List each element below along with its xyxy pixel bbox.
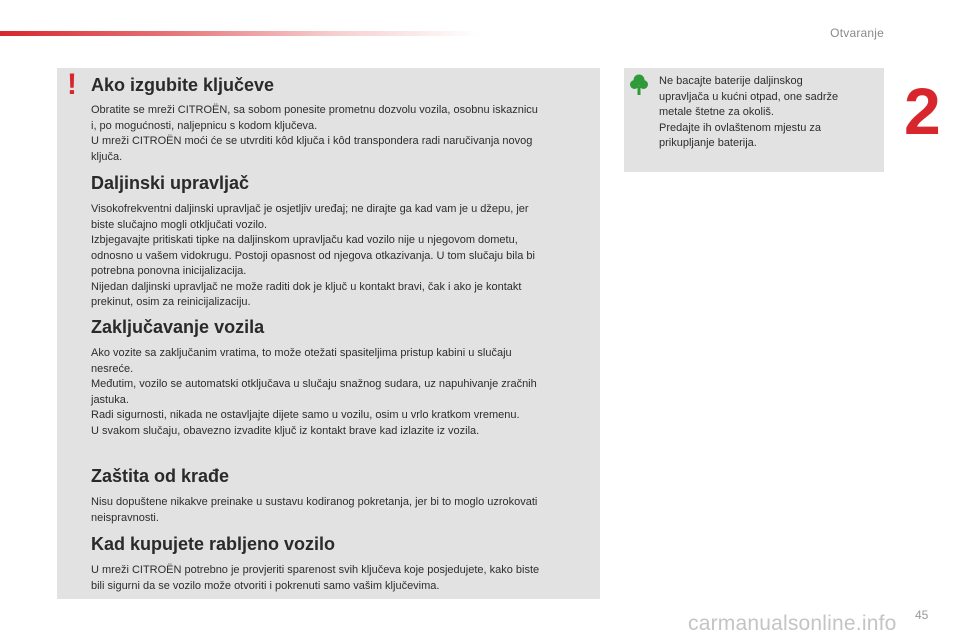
chapter-number: 2: [904, 74, 941, 148]
text-line: metale štetne za okoliš.: [659, 106, 774, 118]
exclamation-icon: !: [67, 68, 77, 101]
section-lost-keys: [91, 74, 593, 165]
text-line: Predajte ih ovlaštenom mjestu za: [659, 121, 822, 134]
section-title: Ako izgubite ključeve: [91, 75, 275, 95]
section-body: [91, 202, 593, 311]
section-remote-control: [91, 172, 593, 311]
text-line: Nisu dopuštene nikakve preinake u sustavu kodiranog pokretanja, jer bi to moglo uzrokovati: [91, 496, 538, 508]
text-line: jastuka.: [91, 393, 129, 406]
text-line: Izbjegavajte pritiskati tipke na daljinskom upravljaču kad vozilo nije u njegovom dometu,: [91, 234, 518, 246]
text-line: Međutim, vozilo se automatski otključava u slučaju snažnog sudara, uz napuhivanje zračnih: [91, 378, 537, 390]
text-line: Ako vozite sa zaključanim vratima, to može otežati spasiteljima pristup kabini u slučaju: [91, 347, 512, 359]
text-line: prikupljanje baterija.: [659, 137, 757, 149]
text-line: Ne bacajte baterije daljinskog: [659, 75, 803, 87]
section-title: Kad kupujete rabljeno vozilo: [91, 534, 336, 554]
section-body: [91, 495, 593, 526]
text-line: i, po mogućnosti, naljepnicu s kodom ključeva.: [91, 119, 318, 132]
text-line: biste slučajno mogli otključati vozilo.: [91, 218, 268, 231]
section-body: [91, 346, 593, 439]
text-line: neispravnosti.: [91, 511, 159, 524]
watermark: carmanualsonline.info: [688, 612, 897, 635]
text-line: bili sigurni da se vozilo može otvoriti i pokrenuti samo vašim ključevima.: [91, 579, 440, 592]
section-title: Zaštita od krađe: [91, 466, 230, 486]
main-info-panel: [57, 68, 600, 599]
text-line: Radi sigurnosti, nikada ne ostavljajte dijete samo u vozilu, osim u vrlo kratkom vremenu.: [91, 409, 520, 421]
header-accent-bar: [0, 31, 480, 36]
text-line: Nijedan daljinski upravljač ne može raditi dok je ključ u kontakt bravi, čak i ako je kontakt: [91, 280, 522, 293]
page-number: 45: [915, 608, 929, 622]
text-line: Obratite se mreži CITROËN, sa sobom ponesite prometnu dozvolu vozila, osobnu iskaznicu: [91, 104, 538, 116]
text-line: upravljača u kućni otpad, one sadrže: [659, 90, 839, 103]
text-line: Visokofrekventni daljinski upravljač je osjetljiv uređaj; ne dirajte ga kad vam je u džepu, jer: [91, 203, 529, 215]
section-used-vehicle: [91, 533, 593, 594]
section-vehicle-locking: [91, 316, 593, 439]
text-line: potrebna ponovna inicijalizacija.: [91, 265, 247, 277]
text-line: prekinut, osim za reinicijalizaciju.: [91, 296, 251, 308]
text-line: odnosno u vašem vidokrugu. Postoji opasnost od njegova otkazivanja. U tom slučaju bila bi: [91, 249, 535, 262]
section-label: Otvaranje: [830, 26, 884, 40]
environment-note-panel: [624, 68, 884, 172]
text-line: U mreži CITROËN moći će se utvrditi kôd ključa i kôd transpondera radi naručivanja novog: [91, 135, 533, 147]
text-line: nesreće.: [91, 362, 134, 375]
environment-note-text: [659, 74, 874, 152]
section-body: [91, 563, 593, 594]
text-line: ključa.: [91, 150, 123, 163]
text-line: U mreži CITROËN potrebno je provjeriti sparenost svih ključeva koje posjedujete, kako biste: [91, 564, 540, 576]
section-title: Zaključavanje vozila: [91, 317, 265, 337]
tree-icon: [630, 74, 648, 96]
section-theft-protection: [91, 465, 593, 526]
text-line: U svakom slučaju, obavezno izvadite ključ iz kontakt brave kad izlazite iz vozila.: [91, 424, 480, 437]
section-title: Daljinski upravljač: [91, 173, 250, 193]
section-body: [91, 103, 593, 165]
